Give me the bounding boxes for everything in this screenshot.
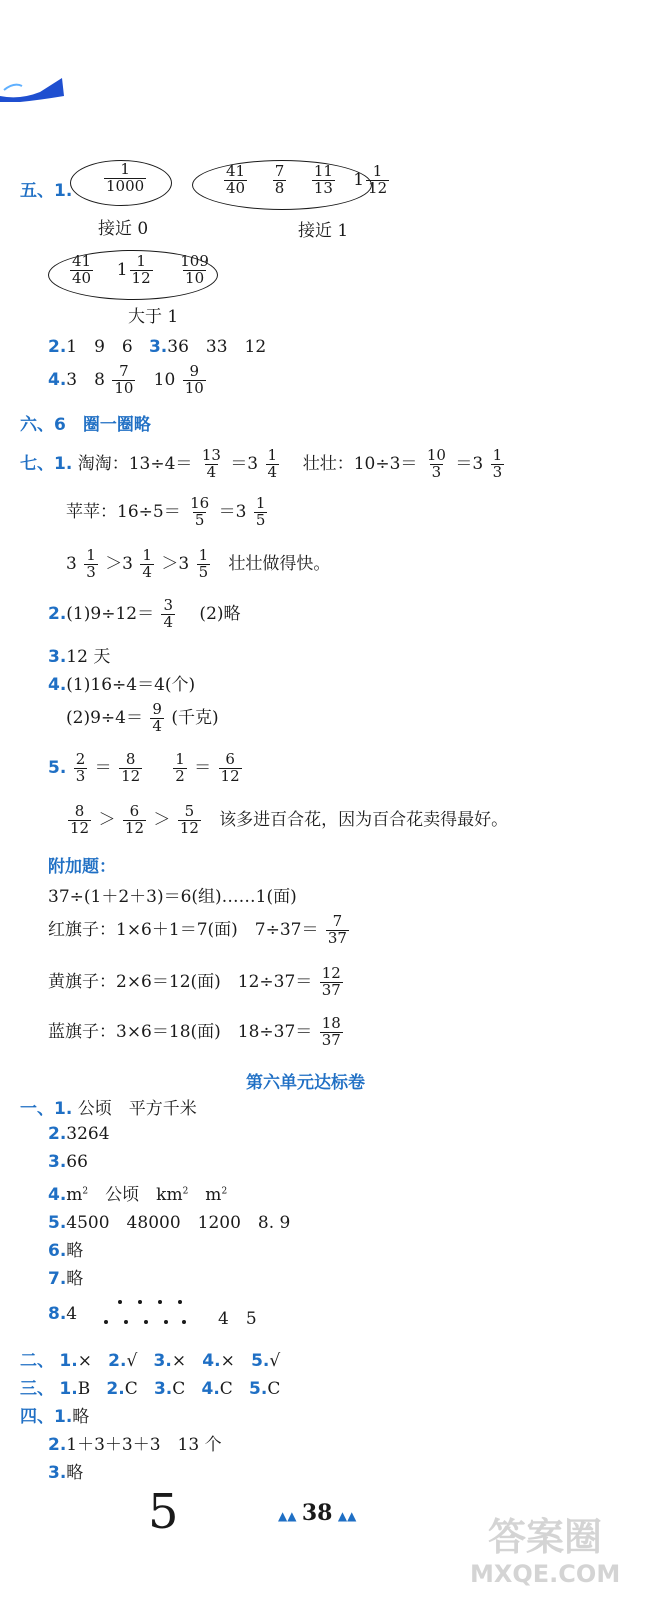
u6-s1-q1: 一、1. 公顷 平方千米 xyxy=(20,1099,197,1119)
u6-s4-q2: 2.1＋3＋3＋3 13 个 xyxy=(48,1435,222,1455)
s5-q2-q3: 2.1 9 6 3.36 33 12 xyxy=(48,337,267,357)
s7-q1-comparison: 3 $\frac{1}{3}$ ＞3 $\frac{1}{4}$ ＞3 $\frac{1}{5}$ 壮壮做得快。 xyxy=(66,546,331,581)
extra-line2: 红旗子：1×6＋1＝7(面) 7÷37＝ $\frac{7}{37}$ xyxy=(48,912,347,947)
label-greater-than-one: 大于 1 xyxy=(128,307,179,327)
extra-line4: 蓝旗子：3×6＝18(面) 18÷37＝ $\frac{18}{37}$ xyxy=(48,1014,341,1049)
s7-q1-line2: 苹苹：16÷5＝ $\frac{16}{5}$ ＝3 $\frac{1}{5}$ xyxy=(66,494,266,529)
star-icon: ▲▲ xyxy=(278,1509,297,1523)
u6-s3: 三、 1.B 2.C 3.C 4.C 5.C xyxy=(20,1379,281,1399)
s7-q2: 2.(1)9÷12＝ $\frac{3}{4}$ (2)略 xyxy=(48,596,241,631)
s7-q4-line1: 4.(1)16÷4＝4(个) xyxy=(48,675,196,695)
s7-q4-line2: (2)9÷4＝ $\frac{9}{4}$ (千克) xyxy=(66,700,219,735)
u6-s1-q5: 5.4500 48000 1200 8. 9 xyxy=(48,1213,291,1233)
s5-q4: 4.3 8 $\frac{7}{10}$ 10 $\frac{9}{10}$ xyxy=(48,362,204,397)
watermark-logo: 答案圈 xyxy=(488,1515,603,1559)
section-6-line: 六、6 圈一圈略 xyxy=(20,415,151,435)
label-near-zero: 接近 0 xyxy=(98,219,149,239)
s7-q3: 3.12 天 xyxy=(48,647,111,667)
s7-q1-line1: 七、1. 淘淘：13÷4＝ $\frac{13}{4}$ ＝3 $\frac{1}{4}$ 壮壮：10÷3＝ $\frac{10}{3}$ ＝3 $\frac{1}{3}$ xyxy=(20,446,503,481)
u6-s4-q1: 四、1.略 xyxy=(20,1407,90,1427)
corner-decoration xyxy=(0,70,70,106)
u6-s1-q7: 7.略 xyxy=(48,1269,84,1289)
page-number: ▲▲ 38 ▲▲ xyxy=(278,1500,357,1526)
u6-s1-q2: 2.3264 xyxy=(48,1124,110,1144)
u6-s1-q4: $4.m^2$ 公顷 $km^2$ $m^2$ xyxy=(48,1185,228,1205)
unit-6-title: 第六单元达标卷 xyxy=(246,1073,365,1093)
u6-s1-q3: 3.66 xyxy=(48,1152,88,1172)
s7-q5-line2: $\frac{8}{12}$ ＞ $\frac{6}{12}$ ＞ $\frac{5}{12}$ 该多进百合花，因为百合花卖得最好。 xyxy=(70,802,509,837)
label-near-one: 接近 1 xyxy=(298,221,349,241)
dot-array-diagram xyxy=(100,1294,190,1330)
u6-s1-q6: 6.略 xyxy=(48,1241,84,1261)
fractions-greater-than-one: $\frac{41}{40}$ 1 $\frac{1}{12}$ $\frac{109}{10}$ xyxy=(72,252,209,287)
fraction-1-1000: $\frac{1}{1000}$ xyxy=(106,160,145,195)
u6-s2: 二、 1.× 2.√ 3.× 4.× 5.√ xyxy=(20,1351,281,1371)
watermark-url: MXQE.COM xyxy=(470,1560,621,1588)
extra-line1: 37÷(1＋2＋3)＝6(组)……1(面) xyxy=(48,887,297,907)
section-5-heading: 五、1. xyxy=(20,181,73,201)
extra-line3: 黄旗子：2×6＝12(面) 12÷37＝ $\frac{12}{37}$ xyxy=(48,964,341,999)
fractions-near-one: $\frac{41}{40}$ $\frac{7}{8}$ $\frac{11}{13}$ 1 $\frac{1}{12}$ xyxy=(226,162,388,197)
u6-s4-q3: 3.略 xyxy=(48,1463,84,1483)
extra-heading: 附加题： xyxy=(48,857,116,877)
u6-s1-q8: 8.4 xyxy=(48,1304,78,1324)
handwritten-mark: 5 xyxy=(148,1484,179,1540)
s7-q5-line1: 5. $\frac{2}{3}$ ＝ $\frac{8}{12}$ $\frac{1}{2}$ ＝ $\frac{6}{12}$ xyxy=(48,750,240,785)
u6-s1-q8-answer: 4 5 xyxy=(218,1309,257,1329)
star-icon: ▲▲ xyxy=(337,1509,357,1523)
